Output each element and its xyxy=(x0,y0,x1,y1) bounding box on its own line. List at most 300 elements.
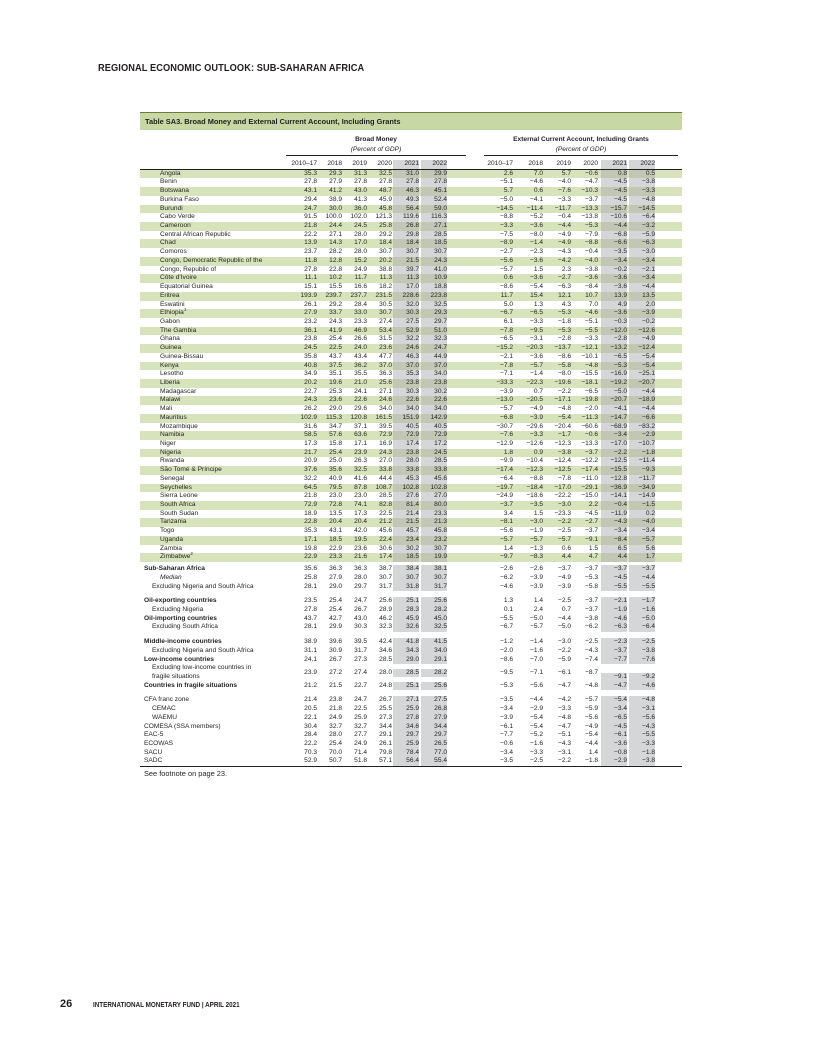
broad-money-value: 39.7 xyxy=(393,266,419,275)
broad-money-value: 18.4 xyxy=(379,239,392,247)
row-label-text: Zimbabwe xyxy=(160,553,191,561)
current-account-value: −4.9 xyxy=(557,573,571,581)
broad-money-value: 142.9 xyxy=(421,414,447,423)
broad-money-value: 25.8 xyxy=(379,222,392,230)
row-label-text: Madagascar xyxy=(160,387,197,395)
current-account-value: −1.9 xyxy=(601,606,627,615)
broad-money-value: 25.8 xyxy=(304,573,317,581)
current-account-value: −7.6 xyxy=(499,431,513,439)
row-label xyxy=(144,740,173,749)
current-account-value: −10.4 xyxy=(526,457,543,465)
current-account-value: −4.8 xyxy=(557,405,571,413)
current-account-value: −2.0 xyxy=(499,646,513,654)
current-account-value: 13.9 xyxy=(601,292,627,301)
region-row xyxy=(140,749,682,758)
broad-money-value: 41.5 xyxy=(421,638,447,647)
row-label xyxy=(152,705,176,714)
current-account-value: −14.5 xyxy=(629,205,655,214)
row-label xyxy=(160,466,222,475)
current-account-value: −3.3 xyxy=(529,748,543,756)
current-account-value: −4.3 xyxy=(584,646,598,654)
broad-money-value: 23.2 xyxy=(304,317,317,325)
current-account-value: 1.4 xyxy=(503,544,513,552)
current-account-value: 0.8 xyxy=(601,170,627,179)
broad-money-value: 23.6 xyxy=(329,396,342,404)
current-account-unit: (Percent of GDP) xyxy=(484,145,678,156)
current-account-value: −6.3 xyxy=(557,283,571,291)
current-account-value: −4.6 xyxy=(529,178,543,186)
broad-money-value: 22.7 xyxy=(304,387,317,395)
row-label-text: CEMAC xyxy=(152,705,176,713)
footnote-marker: 1 xyxy=(183,307,187,313)
current-account-value: −9.1 xyxy=(584,535,598,543)
broad-money-value: 23.4 xyxy=(393,536,419,545)
broad-money-value: 26.1 xyxy=(379,739,392,747)
row-label-text: Excluding Nigeria and South Africa xyxy=(152,646,254,654)
current-account-value: −13.2 xyxy=(601,344,627,353)
current-account-value: −0.8 xyxy=(601,749,627,758)
broad-money-value: 33.7 xyxy=(329,309,342,317)
current-account-value: −18.9 xyxy=(629,396,655,405)
broad-money-value: 17.3 xyxy=(304,440,317,447)
column-header-year: 2022 xyxy=(629,160,655,169)
current-account-value: −3.8 xyxy=(584,265,598,273)
current-account-value: −5.9 xyxy=(557,655,571,663)
broad-money-value: 24.4 xyxy=(329,222,342,230)
broad-money-value: 32.3 xyxy=(421,335,447,344)
row-label-text: Eswatini xyxy=(160,300,185,308)
current-account-value: −5.5 xyxy=(584,326,598,334)
row-label xyxy=(144,615,217,624)
current-account-value: −7.7 xyxy=(499,731,513,739)
current-account-value: −19.7 xyxy=(496,483,513,491)
current-account-value: −3.0 xyxy=(557,501,571,509)
current-account-value: −2.9 xyxy=(529,705,543,713)
current-account-value: −3.4 xyxy=(601,431,627,440)
current-account-value: −5.6 xyxy=(629,714,655,723)
broad-money-value: 24.6 xyxy=(393,344,419,353)
broad-money-value: 79.8 xyxy=(379,748,392,756)
row-label xyxy=(160,248,187,257)
current-account-value: −7.4 xyxy=(584,655,598,663)
current-account-value: −1.6 xyxy=(529,646,543,654)
broad-money-value: 21.4 xyxy=(393,510,419,519)
aggregate-row xyxy=(140,565,682,574)
current-account-value: −8.8 xyxy=(584,239,598,247)
row-label-text: Sierra Leone xyxy=(160,492,198,500)
current-account-value: 4.3 xyxy=(561,300,571,308)
broad-money-value: 20.2 xyxy=(304,378,317,386)
broad-money-value: 18.2 xyxy=(379,283,392,291)
current-account-value: −6.1 xyxy=(557,668,571,676)
current-account-value: −5.5 xyxy=(629,731,655,740)
broad-money-value: 25.4 xyxy=(329,335,342,343)
broad-money-value: 20.2 xyxy=(379,256,392,264)
current-account-value: −5.7 xyxy=(529,623,543,631)
broad-money-value: 70.0 xyxy=(329,748,342,756)
broad-money-value: 22.5 xyxy=(354,705,367,713)
current-account-value: −16.9 xyxy=(601,370,627,379)
current-account-value: −10.6 xyxy=(601,213,627,222)
current-account-value: −6.5 xyxy=(584,387,598,395)
current-account-value: −2.3 xyxy=(601,638,627,647)
current-account-value: −4.4 xyxy=(629,388,655,397)
broad-money-value: 29.1 xyxy=(379,731,392,739)
country-row xyxy=(140,518,682,527)
broad-money-value: 30.2 xyxy=(393,545,419,554)
current-account-value: −3.9 xyxy=(557,582,571,590)
current-account-value: −3.1 xyxy=(529,335,543,343)
broad-money-value: 25.1 xyxy=(393,682,419,691)
broad-money-value: 14.3 xyxy=(329,239,342,247)
current-account-value: −29.6 xyxy=(526,422,543,430)
broad-money-value: 46.3 xyxy=(393,353,419,362)
current-account-value: −10.1 xyxy=(581,352,598,360)
broad-money-value: 18.5 xyxy=(421,239,447,248)
current-account-value: −6.7 xyxy=(499,623,513,631)
row-label xyxy=(160,292,179,301)
country-row xyxy=(140,248,682,257)
country-row xyxy=(140,405,682,414)
current-account-value: 13.5 xyxy=(629,292,655,301)
current-account-value: −12.4 xyxy=(629,344,655,353)
current-account-value: −9.1 xyxy=(601,673,627,682)
row-label xyxy=(160,283,213,292)
row-label-line2: fragile situations xyxy=(152,672,200,680)
current-account-value: −3.5 xyxy=(601,248,627,257)
broad-money-value: 28.1 xyxy=(304,582,317,590)
current-account-value: −2.5 xyxy=(557,527,571,535)
broad-money-value: 56.4 xyxy=(393,757,419,766)
broad-money-value: 34.4 xyxy=(421,723,447,732)
row-label xyxy=(160,414,187,423)
row-label-text: Benin xyxy=(160,178,177,186)
broad-money-value: 72.9 xyxy=(393,431,419,440)
current-account-value: −5.3 xyxy=(557,309,571,317)
broad-money-value: 27.2 xyxy=(329,668,342,676)
row-label xyxy=(144,749,162,758)
current-account-value: −5.3 xyxy=(557,326,571,334)
country-row xyxy=(140,492,682,501)
row-label xyxy=(160,379,180,388)
row-label xyxy=(152,714,177,723)
row-label-text: São Tomé & Príncipe xyxy=(160,466,222,474)
current-account-value: −8.6 xyxy=(499,283,513,291)
broad-money-value: 46.3 xyxy=(393,187,419,196)
current-account-value: −3.7 xyxy=(584,565,598,573)
current-account-value: −3.0 xyxy=(529,518,543,526)
broad-money-value: 70.3 xyxy=(304,748,317,756)
current-account-value: −4.6 xyxy=(499,582,513,590)
current-account-value: −5.1 xyxy=(499,178,513,186)
current-account-value: −2.9 xyxy=(601,757,627,766)
row-label xyxy=(160,178,177,187)
broad-money-value: 28.2 xyxy=(421,606,447,615)
region-row xyxy=(140,723,682,732)
row-label-text: Senegal xyxy=(160,474,185,482)
current-account-value: −4.7 xyxy=(557,722,571,730)
row-label xyxy=(160,257,262,266)
current-account-value: 4.9 xyxy=(601,301,627,310)
broad-money-value: 38.1 xyxy=(421,565,447,574)
current-account-value: −6.5 xyxy=(601,714,627,723)
current-account-value: −6.5 xyxy=(499,335,513,343)
broad-money-value: 31.1 xyxy=(304,646,317,654)
aggregate-row xyxy=(140,638,682,647)
broad-money-value: 27.9 xyxy=(304,309,317,317)
current-account-value: −6.2 xyxy=(499,573,513,581)
current-account-value: −8.9 xyxy=(499,239,513,247)
current-account-value: −4.8 xyxy=(629,196,655,205)
current-account-value: −3.6 xyxy=(584,274,598,282)
row-label xyxy=(144,696,189,705)
row-label xyxy=(152,623,218,632)
broad-money-value: 27.8 xyxy=(304,178,317,186)
current-account-value: 5.7 xyxy=(503,187,513,195)
current-account-value: −6.7 xyxy=(499,309,513,317)
current-account-value: −12.4 xyxy=(554,457,571,465)
broad-money-value: 37.0 xyxy=(393,362,419,371)
broad-money-value: 45.8 xyxy=(379,204,392,212)
broad-money-unit: (Percent of GDP) xyxy=(286,145,466,156)
current-account-value: −15.5 xyxy=(601,466,627,475)
current-account-value: −30.7 xyxy=(496,422,513,430)
current-account-value: −12.6 xyxy=(526,440,543,447)
broad-money-value: 34.0 xyxy=(379,405,392,413)
row-label-text: Congo, Democratic Republic of the xyxy=(160,256,263,264)
broad-money-value: 27.1 xyxy=(421,222,447,231)
broad-money-value: 52.4 xyxy=(421,196,447,205)
broad-money-value: 39.5 xyxy=(379,422,392,430)
current-account-value: −19.6 xyxy=(554,378,571,386)
current-account-value: −7.8 xyxy=(499,326,513,334)
current-account-value: −6.3 xyxy=(629,239,655,248)
row-label xyxy=(152,606,203,615)
row-label-text: Uganda xyxy=(160,535,184,543)
current-account-value: −2.6 xyxy=(499,565,513,573)
broad-money-value: 28.4 xyxy=(304,731,317,739)
broad-money-value: 27.7 xyxy=(354,731,367,739)
current-account-value: −1.4 xyxy=(529,239,543,247)
current-account-value: 0.6 xyxy=(503,274,513,282)
row-label-text: Ghana xyxy=(160,335,180,343)
broad-money-value: 22.5 xyxy=(329,344,342,352)
table-footnote: See footnote on page 23. xyxy=(144,769,228,779)
broad-money-value: 23.5 xyxy=(304,597,317,605)
broad-money-value: 24.7 xyxy=(354,597,367,605)
broad-money-value: 21.2 xyxy=(304,681,317,689)
current-account-value: −3.4 xyxy=(499,748,513,756)
current-account-value: −5.6 xyxy=(529,681,543,689)
current-account-value: −15.5 xyxy=(581,370,598,378)
broad-money-value: 11.3 xyxy=(379,274,392,282)
current-account-value: 6.1 xyxy=(503,317,513,325)
row-label xyxy=(160,536,183,545)
broad-money-value: 22.6 xyxy=(421,396,447,405)
current-account-value: −5.7 xyxy=(629,536,655,545)
current-account-value: −3.8 xyxy=(629,647,655,656)
current-account-value: −6.6 xyxy=(629,414,655,423)
broad-money-value: 13.9 xyxy=(304,239,317,247)
broad-money-value: 34.7 xyxy=(329,422,342,430)
current-account-value: −11.4 xyxy=(526,204,543,212)
current-account-value: 2.0 xyxy=(629,301,655,310)
current-account-value: −19.2 xyxy=(601,379,627,388)
broad-money-value: 30.3 xyxy=(354,623,367,631)
current-account-value: 5.0 xyxy=(503,300,513,308)
broad-money-value: 35.3 xyxy=(304,169,317,177)
broad-money-value: 44.9 xyxy=(421,353,447,362)
row-label-text: Cameroon xyxy=(160,222,191,230)
row-label xyxy=(144,656,214,665)
broad-money-value: 20.4 xyxy=(354,518,367,526)
row-label-text: Mali xyxy=(160,405,173,413)
broad-money-value: 16.6 xyxy=(354,283,367,291)
broad-money-value: 51.0 xyxy=(421,327,447,336)
current-account-value: −1.8 xyxy=(629,749,655,758)
broad-money-value: 71.4 xyxy=(354,748,367,756)
row-label-text: Sub-Saharan Africa xyxy=(144,565,205,573)
row-label-text: Namibia xyxy=(160,431,185,439)
broad-money-value: 36.3 xyxy=(354,565,367,573)
current-account-value: −4.7 xyxy=(584,178,598,186)
current-account-value: −24.9 xyxy=(496,492,513,500)
country-row xyxy=(140,501,682,510)
current-account-value: −3.6 xyxy=(601,283,627,292)
broad-money-value: 37.6 xyxy=(304,466,317,474)
broad-money-value: 22.7 xyxy=(354,681,367,689)
current-account-value: −2.5 xyxy=(529,757,543,765)
current-account-value: −17.0 xyxy=(554,483,571,491)
row-label xyxy=(160,527,174,536)
current-account-value: −2.5 xyxy=(557,597,571,605)
country-row xyxy=(140,449,682,458)
broad-money-value: 24.8 xyxy=(379,681,392,689)
broad-money-value: 19.6 xyxy=(329,378,342,386)
row-label-text: Excluding Nigeria and South Africa xyxy=(152,582,254,590)
current-account-value: −3.7 xyxy=(629,565,655,574)
footer-text: INTERNATIONAL MONETARY FUND | APRIL 2021 xyxy=(92,1002,240,1009)
broad-money-value: 27.5 xyxy=(393,318,419,327)
country-row xyxy=(140,178,682,187)
broad-money-value: 35.6 xyxy=(304,565,317,573)
broad-money-value: 45.0 xyxy=(421,615,447,624)
broad-money-value: 24.3 xyxy=(379,448,392,456)
broad-money-value: 49.3 xyxy=(393,196,419,205)
row-label xyxy=(160,239,176,248)
current-account-value: −3.8 xyxy=(629,757,655,766)
row-label-text: Burundi xyxy=(160,204,183,212)
current-account-value: −3.1 xyxy=(629,705,655,714)
current-account-value: 1.4 xyxy=(533,597,543,605)
current-account-value: −6.1 xyxy=(499,722,513,730)
broad-money-value: 18.8 xyxy=(421,283,447,292)
current-account-value: −3.8 xyxy=(629,178,655,187)
broad-money-value: 116.3 xyxy=(421,213,447,222)
current-account-value: −3.4 xyxy=(629,257,655,266)
broad-money-value: 38.8 xyxy=(379,265,392,273)
row-label-text: Liberia xyxy=(160,378,180,386)
broad-money-value: 32.5 xyxy=(421,301,447,310)
current-account-value: 6.5 xyxy=(601,545,627,554)
current-account-value: −3.0 xyxy=(557,638,571,646)
broad-money-value: 29.2 xyxy=(329,300,342,308)
current-account-value: −11.7 xyxy=(629,475,655,484)
broad-money-header xyxy=(286,135,466,156)
row-label xyxy=(144,638,222,647)
current-account-value: −2.8 xyxy=(557,335,571,343)
current-account-value: −18.4 xyxy=(526,483,543,491)
current-account-value: 5.6 xyxy=(629,545,655,554)
current-account-value: −3.6 xyxy=(529,352,543,360)
row-label-text: Malawi xyxy=(160,396,181,404)
row-label xyxy=(160,501,196,510)
current-account-value: −5.6 xyxy=(499,527,513,535)
broad-money-value: 20.9 xyxy=(304,457,317,465)
current-account-value: −8.6 xyxy=(557,352,571,360)
current-account-value: −3.3 xyxy=(629,740,655,749)
current-account-value: 4.4 xyxy=(601,553,627,562)
broad-money-value: 33.8 xyxy=(393,466,419,475)
broad-money-value: 28.5 xyxy=(379,655,392,663)
row-label xyxy=(160,370,183,379)
current-account-value: −3.2 xyxy=(629,222,655,231)
row-label-text: Guinea xyxy=(160,344,182,352)
current-account-value: −3.3 xyxy=(529,317,543,325)
current-account-value: 2.2 xyxy=(588,501,598,509)
current-account-value: −1.4 xyxy=(529,638,543,646)
current-account-value: −5.6 xyxy=(499,256,513,264)
broad-money-value: 45.3 xyxy=(393,475,419,484)
current-account-value: −13.3 xyxy=(581,204,598,212)
column-header-year: 2010–17 xyxy=(487,160,513,167)
current-account-value: −2.2 xyxy=(557,646,571,654)
broad-money-value: 52.9 xyxy=(393,327,419,336)
current-account-value: −17.1 xyxy=(554,396,571,404)
current-account-value: −7.0 xyxy=(529,655,543,663)
current-account-value: −9.5 xyxy=(529,326,543,334)
group-headers xyxy=(140,130,682,160)
current-account-value: −83.2 xyxy=(629,423,655,432)
broad-money-value: 120.8 xyxy=(350,413,367,421)
broad-money-value: 72.9 xyxy=(421,431,447,440)
broad-money-value: 26.8 xyxy=(421,705,447,714)
row-label xyxy=(160,484,192,493)
broad-money-value: 13.5 xyxy=(329,509,342,517)
row-label xyxy=(160,335,180,344)
broad-money-value: 43.4 xyxy=(354,352,367,360)
current-account-value: −3.4 xyxy=(601,705,627,714)
current-account-value: 2.6 xyxy=(503,169,513,177)
country-row xyxy=(140,536,682,545)
current-account-value: −6.3 xyxy=(601,623,627,632)
broad-money-value: 40.5 xyxy=(421,423,447,432)
country-row xyxy=(140,335,682,344)
broad-money-value: 31.8 xyxy=(393,583,419,592)
row-label xyxy=(160,266,216,275)
current-account-value: −5.7 xyxy=(499,535,513,543)
table-sa3 xyxy=(140,112,682,778)
current-account-value: −5.6 xyxy=(584,713,598,721)
current-account-value: −4.4 xyxy=(601,222,627,231)
broad-money-value: 22.8 xyxy=(304,518,317,526)
column-header-year: 2018 xyxy=(528,160,543,167)
current-account-value: −3.8 xyxy=(557,448,571,456)
current-account-value: −60.6 xyxy=(581,422,598,430)
current-account-value: −5.4 xyxy=(601,696,627,705)
current-account-value: −5.2 xyxy=(529,213,543,221)
broad-money-value: 27.1 xyxy=(329,230,342,238)
